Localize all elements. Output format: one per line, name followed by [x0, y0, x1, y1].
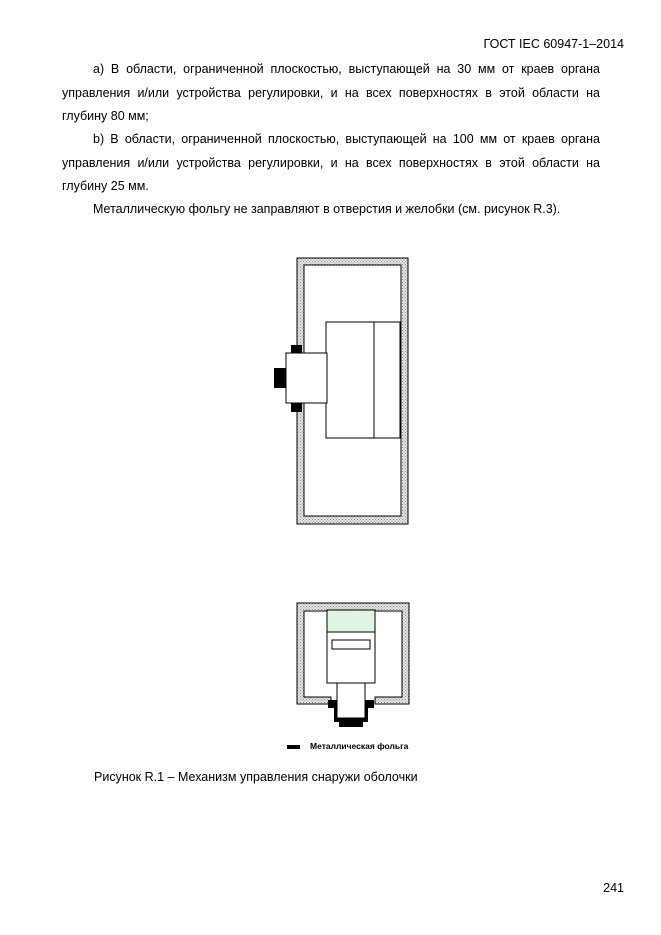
side-shaft [337, 683, 365, 718]
side-mechanism-window [332, 640, 370, 649]
document-header: ГОСТ IEC 60947-1–2014 [483, 37, 624, 51]
legend-foil-label: Металлическая фольга [310, 741, 409, 751]
paragraph-a: a) В области, ограниченной плоскостью, выступающей на 30 мм от краев органа управления и/или устройства регулировки, и на всех поверхностях в этой области на глубину 80 мм; [62, 62, 600, 123]
paragraph-foil-note: Металлическую фольгу не заправляют в отверстия и желобки (см. рисунок R.3). [93, 202, 561, 216]
side-view [297, 603, 409, 727]
front-mechanism-box [326, 322, 400, 438]
front-handle [274, 368, 286, 388]
page-number: 241 [603, 881, 624, 895]
side-handle [339, 718, 363, 727]
legend-foil-swatch [287, 745, 300, 749]
paragraph-b: b) В области, ограниченной плоскостью, выступающей на 100 мм от краев органа управления и/или устройства регулировки, и на всех поверхностях в этой области на глубину 25 мм. [62, 132, 600, 193]
figure-caption: Рисунок R.1 – Механизм управления снаружи оболочки [94, 770, 418, 784]
side-mechanism-top [327, 610, 375, 632]
front-view [274, 258, 408, 524]
front-shaft [286, 353, 327, 403]
